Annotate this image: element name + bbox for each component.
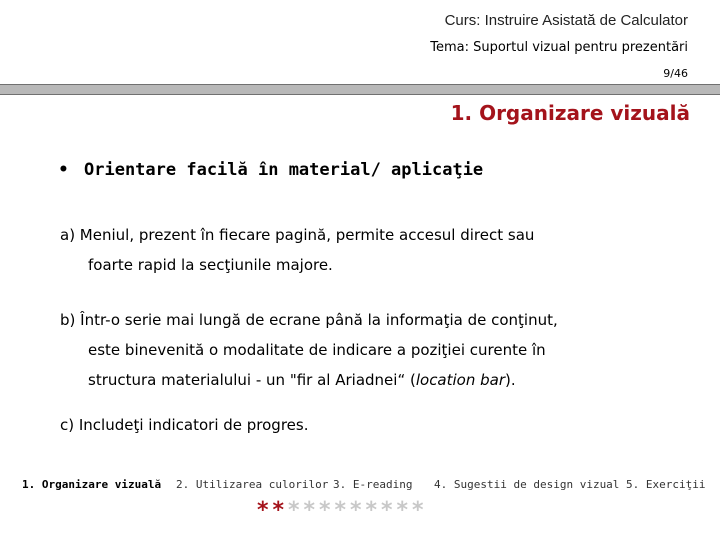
bullet-dot-icon: • xyxy=(58,160,69,180)
progress-done-marks: ** xyxy=(257,498,289,523)
menu-item-design[interactable]: 4. Sugestii de design vizual xyxy=(434,478,620,491)
location-bar-term: location bar xyxy=(415,371,506,389)
item-b-line-3 xyxy=(60,365,558,395)
item-b-line-1: b) Într-o serie mai lungă de ecrane până la informaţia de conţinut, xyxy=(60,311,558,329)
item-a-line-2: foarte rapid la secţiunile majore. xyxy=(88,256,333,274)
menu-item-exercitii[interactable]: 5. Exerciţii xyxy=(626,478,706,491)
progress-todo-marks: ********* xyxy=(288,498,428,523)
theme-title: Tema: Suportul vizual pentru prezentări xyxy=(430,40,688,55)
item-a-line-1: a) Meniul, prezent în fiecare pagină, permite accesul direct sau xyxy=(60,226,535,244)
main-bullet xyxy=(58,160,483,180)
header-divider-bar xyxy=(0,84,720,95)
item-b xyxy=(60,305,558,395)
progress-indicator xyxy=(257,498,428,528)
section-menu xyxy=(0,478,720,494)
item-b-line-2: este binevenită o modalitate de indicare a poziţiei curente în xyxy=(88,341,546,359)
item-a xyxy=(60,220,534,280)
item-c-line-1: c) Includeţi indicatori de progres. xyxy=(60,416,309,434)
item-b-line-3-pre: structura materialului - un "fir al Ariadnei“ ( xyxy=(88,371,416,389)
menu-item-e-reading[interactable]: 3. E-reading xyxy=(333,478,413,491)
item-b-line-3-post: ). xyxy=(505,371,516,389)
item-c xyxy=(60,410,308,440)
bullet-text: Orientare facilă în material/ aplicaţie xyxy=(84,160,484,180)
course-title: Curs: Instruire Asistată de Calculator xyxy=(444,12,688,29)
slide-title: 1. Organizare vizuală xyxy=(450,101,690,125)
menu-item-culori[interactable]: 2. Utilizarea culorilor xyxy=(176,478,329,491)
menu-item-organizare[interactable]: 1. Organizare vizuală xyxy=(22,478,162,491)
page-counter: 9/46 xyxy=(663,67,688,80)
